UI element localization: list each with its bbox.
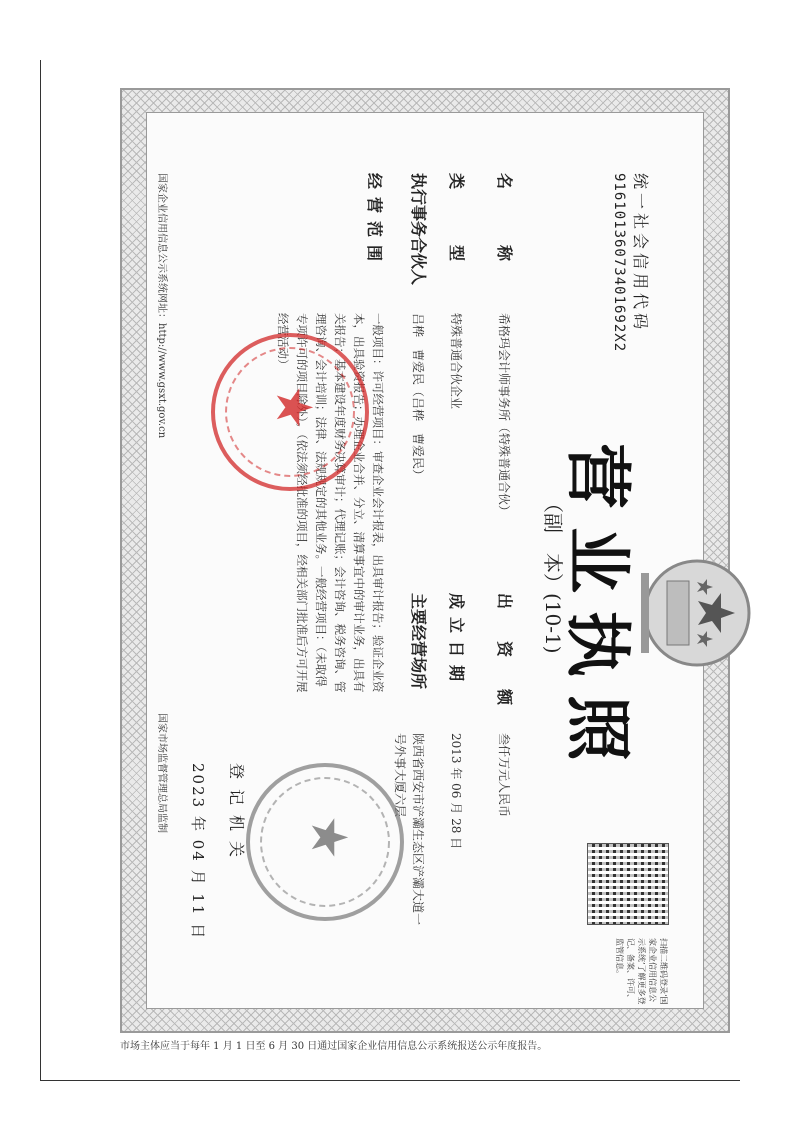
capital-value: 叁仟万元人民币 xyxy=(497,733,511,818)
registration-authority: 登记机关 xyxy=(227,763,246,868)
business-license xyxy=(120,88,730,1033)
seal-star-icon: ★ xyxy=(265,385,323,430)
scope-label: 经营范围 xyxy=(365,173,384,270)
license-subtitle: （副 本）(10-1) xyxy=(541,493,565,654)
scope-value: 一般项目：许可经营项目：审查企业会计报表，出具审计报告；验证企业资本，出具验资报告；办理企业合并、分立、清算事宜中的审计业务，出具有关报告；基本建设年度财务决算审计；代理记账；会计咨询、税务咨询、管理咨询、会计培训；法律、法规规定的其他业务。一般经营项目：（未取得专项许可的项目除外）。（依法须经批准的项目，经相关部门批准后方可开展经营活动） xyxy=(276,313,385,693)
license-title: 营业执照 xyxy=(559,443,637,779)
partner-value: 吕桦 曹爱民（吕桦 曹爱民） xyxy=(411,313,425,482)
scan-border-bottom xyxy=(40,1080,740,1081)
partner-label: 执行事务合伙人 xyxy=(409,173,428,286)
issue-date: 2023 年 04 月 11 日 xyxy=(189,763,207,941)
capital-label: 出 资 额 xyxy=(495,593,514,714)
registration-authority-seal xyxy=(246,763,404,921)
license-rotated-content xyxy=(147,113,709,1014)
type-value: 特殊普通合伙企业 xyxy=(449,313,463,410)
qr-caption: 扫描二维码登录‘国家企业信用信息公示系统’了解更多登记、备案、许可、监管信息。 xyxy=(615,938,668,1005)
qr-code-icon xyxy=(587,843,669,925)
license-inner-panel xyxy=(146,112,704,1009)
footer-website: 国家企业信用信息公示系统网址：http://www.gsxt.gov.cn xyxy=(156,173,167,439)
location-label: 主要经营场所 xyxy=(409,593,428,690)
location-value: 陕西省西安市浐灞生态区浐灞大道一号外事大厦六层 xyxy=(393,733,425,926)
established-value: 2013 年 06 月 28 日 xyxy=(449,733,463,850)
established-label: 成立日期 xyxy=(447,593,466,690)
annual-report-note: 市场主体应当于每年 1 月 1 日至 6 月 30 日通过国家企业信用信息公示系统报送公示年度报告。 xyxy=(120,1041,548,1052)
type-label: 类 型 xyxy=(447,173,466,270)
footer-supervisor: 国家市场监督管理总局监制 xyxy=(156,713,167,833)
firm-seal-stamp xyxy=(211,333,369,491)
authority-star-icon: ★ xyxy=(300,815,358,860)
name-label: 名 称 xyxy=(495,173,514,270)
credit-code-label: 统一社会信用代码 xyxy=(631,173,650,334)
name-value: 希格玛会计师事务所（特殊普通合伙） xyxy=(497,313,511,518)
credit-code-value: 91610136073401692X2 xyxy=(611,173,627,353)
scan-border-left xyxy=(40,60,41,1080)
